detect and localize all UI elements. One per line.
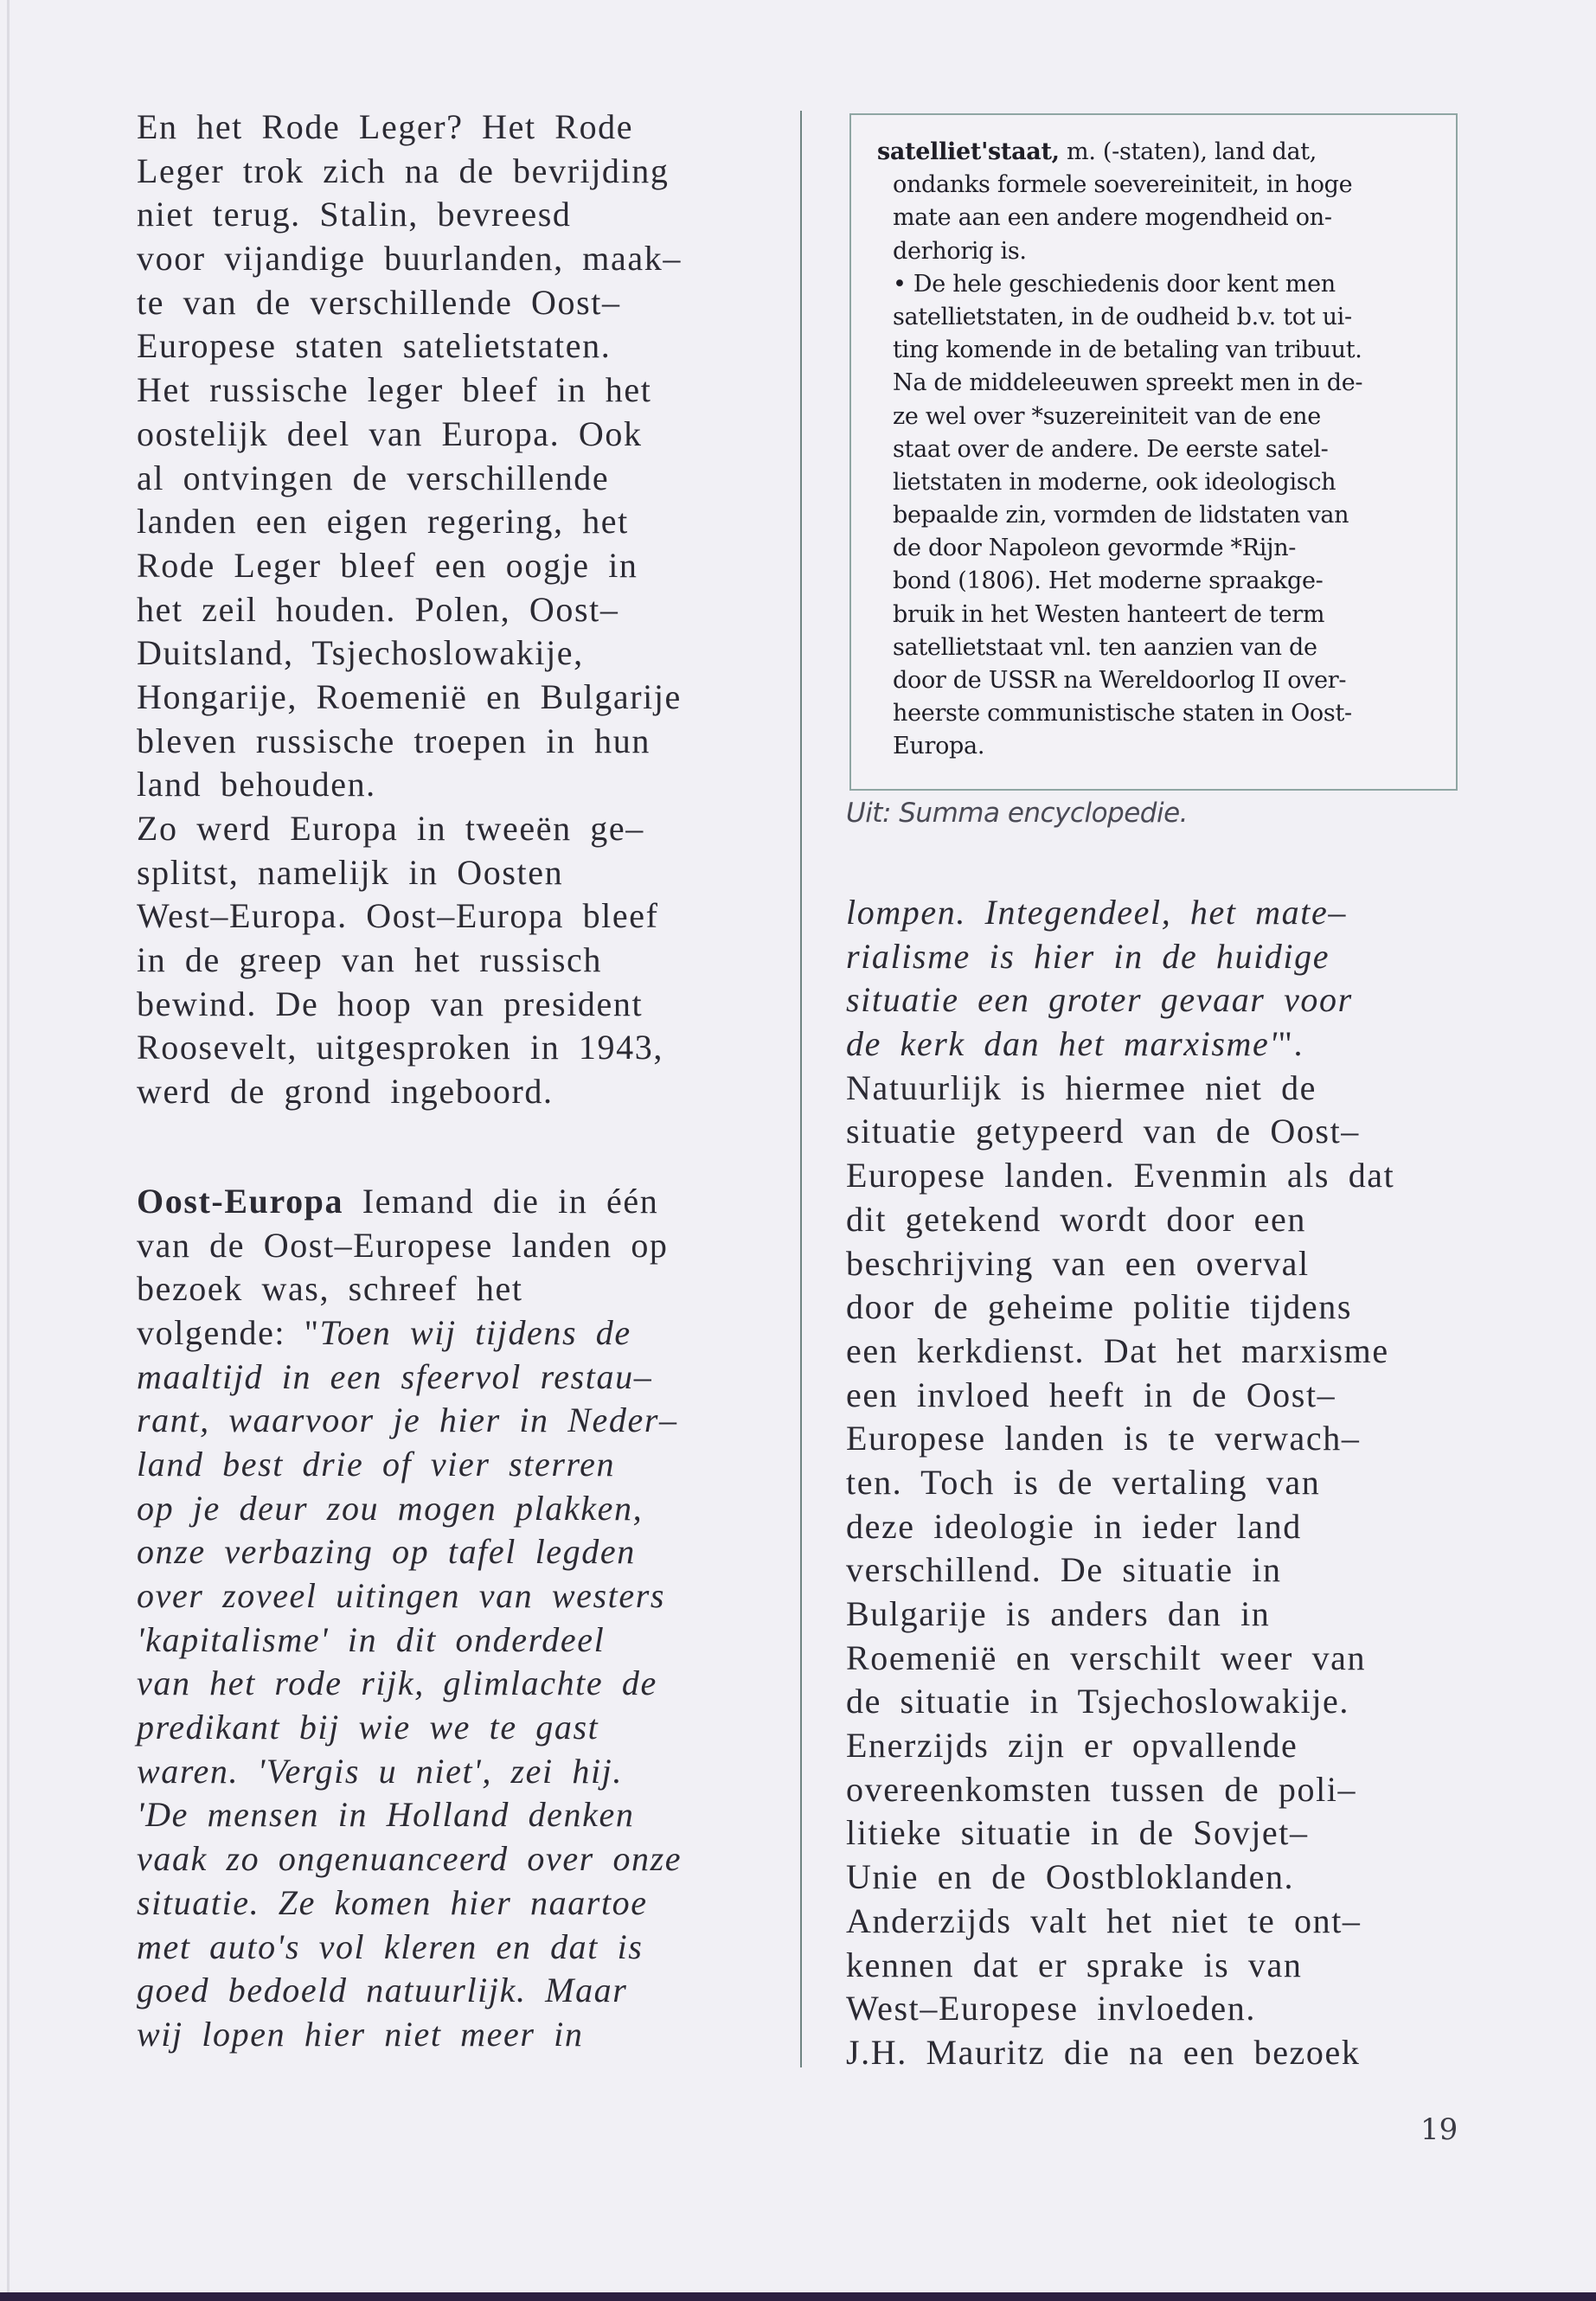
- text-line: niet terug. Stalin, bevreesd: [137, 195, 572, 234]
- entry-line: bepaalde zin, vormden de lidstaten van: [893, 502, 1349, 529]
- text-line: Zo werd Europa in tweeën ge–: [137, 809, 644, 848]
- entry-line: [877, 136, 1439, 169]
- entry-line: derhorig is.: [893, 237, 1027, 265]
- entry-line: heerste communistische staten in Oost-: [893, 700, 1352, 727]
- text-line: al ontvingen de verschillende: [137, 458, 610, 497]
- text-line: Rode Leger bleef een oogje in: [137, 545, 638, 585]
- text-line: J.H. Mauritz die na een bezoek: [846, 2032, 1361, 2072]
- text-line: situatie een groter gevaar voor: [846, 980, 1353, 1020]
- text-line: met auto's vol kleren en dat is: [137, 1926, 644, 1966]
- text-line: bezoek was, schreef het: [137, 1269, 523, 1309]
- entry-line: ze wel over *suzereiniteit van de ene: [893, 402, 1321, 430]
- text-line: wij lopen hier niet meer in: [137, 2014, 584, 2054]
- entry-line: de door Napoleon gevormde *Rijn-: [893, 535, 1297, 562]
- quote-continuation: [846, 891, 1486, 1022]
- paragraph-analysis: [846, 1067, 1486, 2075]
- text-line: Hongarije, Roemenië en Bulgarije: [137, 676, 682, 716]
- entry-line: bond (1806). Het moderne spraakge-: [893, 567, 1324, 595]
- paragraph-spacer: [137, 1114, 794, 1180]
- text-line: 'kapitalisme' in dit onderdeel: [137, 1619, 606, 1659]
- text-line: door de geheime politie tijdens: [846, 1287, 1353, 1327]
- text-line: West–Europese invloeden.: [846, 1989, 1256, 2029]
- text-line: overeenkomsten tussen de poli–: [846, 1769, 1357, 1809]
- text-line: voor vijandige buurlanden, maak–: [137, 239, 682, 279]
- text-line: Enerzijds zijn er opvallende: [846, 1726, 1298, 1766]
- text-line: [137, 1180, 794, 1224]
- text-line: litieke situatie in de Sovjet–: [846, 1813, 1309, 1853]
- text-line: te van de verschillende Oost–: [137, 282, 621, 322]
- text-line: landen een eigen regering, het: [137, 502, 629, 542]
- text-line: werd de grond ingeboord.: [137, 1072, 554, 1112]
- section-heading: Oost-Europa: [137, 1181, 344, 1221]
- entry-line: ting komende in de betaling van tribuut.: [893, 336, 1362, 364]
- text-line: [846, 1022, 1486, 1067]
- text-line: Anderzijds valt het niet te ont–: [846, 1900, 1362, 1940]
- text-line: situatie getypeerd van de Oost–: [846, 1112, 1360, 1151]
- page-number: 19: [1420, 2112, 1458, 2147]
- text-line: splitst, namelijk in Oosten: [137, 852, 564, 892]
- text-line: van het rode rijk, glimlachte de: [137, 1663, 657, 1703]
- text-line: ten. Toch is de vertaling van: [846, 1462, 1321, 1502]
- text-line: bewind. De hoop van president: [137, 984, 644, 1023]
- text-line: land behouden.: [137, 765, 376, 804]
- text-line: over zoveel uitingen van westers: [137, 1576, 666, 1615]
- text-line: goed bedoeld natuurlijk. Maar: [137, 1971, 628, 2010]
- text-line: verschillend. De situatie in: [846, 1550, 1282, 1590]
- text-span: Iemand die in één: [343, 1181, 659, 1221]
- paragraph-oost-europa: [137, 1180, 794, 2057]
- entry-line: Europa.: [893, 733, 985, 760]
- left-column: [137, 106, 794, 2057]
- encyclopedia-caption: Uit: Summa encyclopedie.: [846, 798, 1189, 829]
- text-line: oostelijk deel van Europa. Ook: [137, 413, 643, 453]
- text-line: een kerkdienst. Dat het marxisme: [846, 1330, 1389, 1370]
- text-line: predikant bij wie we te gast: [137, 1708, 599, 1747]
- text-line: bleven russische troepen in hun: [137, 721, 651, 760]
- text-line: Natuurlijk is hiermee niet de: [846, 1067, 1317, 1107]
- text-line: [137, 1311, 794, 1356]
- text-line: Unie en de Oostbloklanden.: [846, 1857, 1295, 1897]
- page-edge: [7, 0, 10, 2301]
- text-line: Leger trok zich na de bevrijding: [137, 151, 670, 190]
- text-line: van de Oost–Europese landen op: [137, 1225, 669, 1265]
- entry-text: m. (-staten), land dat,: [1059, 138, 1317, 165]
- text-line: onze verbazing op tafel legden: [137, 1532, 636, 1572]
- text-line: Bulgarije is anders dan in: [846, 1594, 1271, 1633]
- quote-span: de kerk dan het marxisme': [846, 1024, 1279, 1064]
- text-line: beschrijving van een overval: [846, 1243, 1310, 1283]
- scan-bottom-edge: [0, 2292, 1596, 2301]
- column-divider: [800, 111, 802, 2067]
- text-line: maaltijd in een sfeervol restau–: [137, 1356, 653, 1396]
- text-line: vaak zo ongenuanceerd over onze: [137, 1839, 683, 1879]
- text-line: waren. 'Vergis u niet', zei hij.: [137, 1751, 623, 1791]
- entry-line: satellietstaten, in de oudheid b.v. tot ui-: [893, 303, 1352, 330]
- quote-span: Toen wij tijdens de: [319, 1312, 631, 1352]
- text-line: deze ideologie in ieder land: [846, 1506, 1302, 1546]
- text-line: dit getekend wordt door een: [846, 1199, 1306, 1239]
- text-line: land best drie of vier sterren: [137, 1444, 616, 1484]
- entry-line: • De hele geschiedenis door kent men: [893, 270, 1336, 298]
- text-line: het zeil houden. Polen, Oost–: [137, 589, 619, 629]
- entry-headword: satelliet'staat,: [877, 138, 1060, 165]
- text-line: in de greep van het russisch: [137, 940, 603, 980]
- text-line: Roosevelt, uitgesproken in 1943,: [137, 1028, 663, 1067]
- entry-line: satellietstaat vnl. ten aanzien van de: [893, 633, 1317, 661]
- entry-line: door de USSR na Wereldoorlog II over-: [893, 667, 1347, 694]
- text-line: Roemenië en verschilt weer van: [846, 1638, 1367, 1677]
- text-line: kennen dat er sprake is van: [846, 1945, 1303, 1984]
- text-line: Europese staten satelietstaten.: [137, 326, 612, 366]
- text-line: Duitsland, Tsjechoslowakije,: [137, 633, 584, 673]
- text-span: ".: [1278, 1024, 1304, 1064]
- text-line: Het russische leger bleef in het: [137, 370, 652, 410]
- text-line: lompen. Integendeel, het mate–: [846, 893, 1347, 932]
- entry-line: lietstaten in moderne, ook ideologisch: [893, 468, 1336, 496]
- text-line: rant, waarvoor je hier in Neder–: [137, 1400, 678, 1440]
- text-line: de situatie in Tsjechoslowakije.: [846, 1682, 1350, 1721]
- text-line: Europese landen is te verwach–: [846, 1419, 1361, 1458]
- text-line: En het Rode Leger? Het Rode: [137, 107, 634, 146]
- text-line: Europese landen. Evenmin als dat: [846, 1156, 1395, 1195]
- entry-line: bruik in het Westen hanteert de term: [893, 600, 1325, 628]
- text-line: West–Europa. Oost–Europa bleef: [137, 896, 659, 936]
- text-line: een invloed heeft in de Oost–: [846, 1375, 1336, 1414]
- encyclopedia-entry-box: [849, 113, 1458, 791]
- text-line: op je deur zou mogen plakken,: [137, 1488, 644, 1528]
- entry-body: [877, 169, 1439, 763]
- text-span: volgende: ": [137, 1312, 320, 1352]
- entry-line: mate aan een andere mogendheid on-: [893, 204, 1332, 232]
- entry-line: staat over de andere. De eerste satel-: [893, 435, 1329, 463]
- paragraph-rode-leger: [137, 106, 794, 1114]
- entry-line: ondanks formele soevereiniteit, in hoge: [893, 171, 1353, 199]
- entry-line: Na de middeleeuwen spreekt men in de-: [893, 369, 1363, 397]
- text-line: situatie. Ze komen hier naartoe: [137, 1882, 648, 1922]
- text-line: rialisme is hier in de huidige: [846, 936, 1330, 976]
- right-column: [846, 891, 1486, 2075]
- quote-block: [137, 1356, 794, 2057]
- text-line: 'De mensen in Holland denken: [137, 1795, 635, 1835]
